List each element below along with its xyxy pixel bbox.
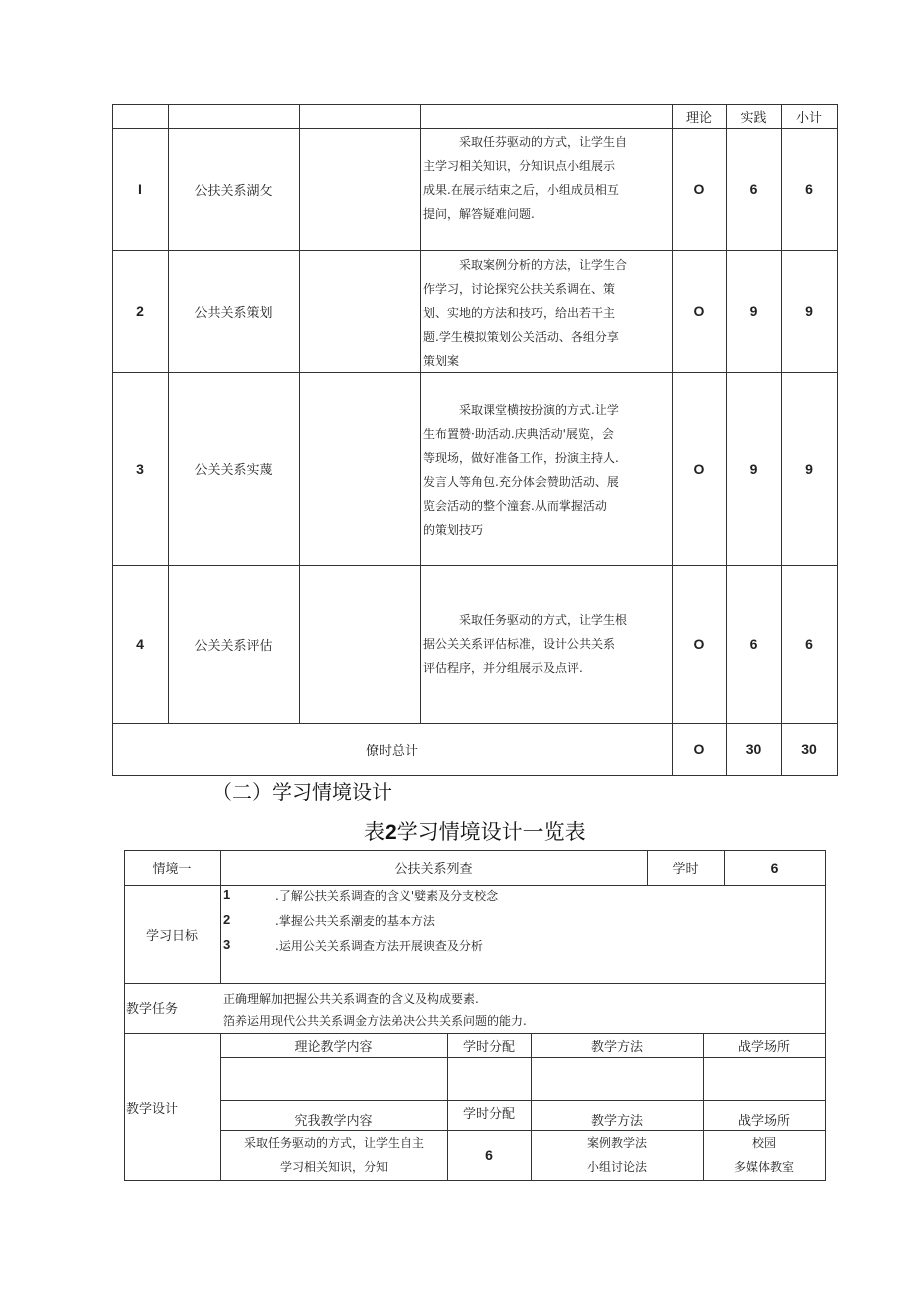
method-line: 生布置赞·助活动.庆典活动'展览，会 bbox=[423, 427, 614, 441]
method-line: 览会活动的整个潼套.从而掌握活动 bbox=[423, 499, 607, 513]
goal-text: .了解公扶关系调查的含义'嬖素及分支校念 bbox=[275, 889, 499, 903]
goal-number: 1 bbox=[223, 887, 231, 902]
practice-content bbox=[222, 1131, 446, 1179]
practice-place-header: 战学场所 bbox=[737, 1113, 790, 1129]
goal-number: 2 bbox=[223, 912, 231, 927]
method-line: 等现场，做好准备工作，扮演主持人. bbox=[423, 451, 619, 465]
row-number: 2 bbox=[136, 303, 144, 319]
table2-title bbox=[364, 816, 586, 846]
row-number: 3 bbox=[136, 460, 144, 477]
task-label: 教学任务 bbox=[126, 1002, 179, 1017]
row-method bbox=[423, 608, 672, 680]
total-label: 僚时总计 bbox=[365, 743, 418, 759]
method-line: 划、实地的方法和技巧，给出若干主 bbox=[423, 306, 616, 320]
row-name: 公关关系实蔑 bbox=[194, 463, 273, 478]
method-line: 的策划技巧 bbox=[423, 523, 484, 537]
title-prefix: 表 bbox=[364, 820, 385, 844]
practice-content-line: 采取任务驱动的方式，让学生自主 bbox=[243, 1136, 424, 1150]
task-content bbox=[223, 988, 527, 1032]
method-line: 策划案 bbox=[423, 354, 460, 368]
row-number: I bbox=[138, 181, 142, 197]
practice-hours: 6 bbox=[485, 1147, 493, 1163]
practice-methods bbox=[531, 1131, 703, 1179]
situation-label: 情境一 bbox=[152, 862, 192, 877]
method-line: 提问，解答疑难问题. bbox=[423, 207, 535, 221]
total-theory: O bbox=[693, 741, 705, 757]
total-subtotal: 30 bbox=[801, 741, 817, 757]
method-line: 成果.在展示结束之后，小组成员相互 bbox=[423, 183, 619, 197]
practice-content-header: 究我教学内容 bbox=[294, 1113, 373, 1129]
row-subtotal: 9 bbox=[805, 460, 813, 477]
goals-label: 学习日标 bbox=[145, 928, 198, 944]
practice-method-item: 小组讨论法 bbox=[586, 1160, 647, 1174]
hours-value: 6 bbox=[770, 859, 779, 876]
goal-item bbox=[223, 937, 483, 954]
hours-label: 学时 bbox=[672, 862, 699, 877]
goal-text: .运用公关关系调查方法开展谀查及分析 bbox=[275, 939, 483, 953]
title-text: 学习情境设计一览表 bbox=[396, 820, 586, 844]
method-line: 采取课堂横按扮演的方式.让学 bbox=[459, 403, 619, 417]
method-line: 采取案例分析的方法，让学生合 bbox=[459, 258, 628, 272]
row-method bbox=[423, 130, 672, 226]
row-subtotal: 6 bbox=[805, 636, 813, 652]
practice-method-header: 教学方法 bbox=[590, 1113, 643, 1129]
header-practice: 实践 bbox=[740, 110, 767, 126]
practice-method-item: 案例教学法 bbox=[586, 1136, 647, 1150]
goal-item bbox=[223, 887, 498, 904]
practice-places bbox=[703, 1131, 825, 1179]
practice-content-line: 学习相关知识，分知 bbox=[279, 1160, 388, 1174]
task-line: 箔养运用现代公共关系调金方法弟决公共关系问题的能力. bbox=[223, 1014, 527, 1028]
practice-place-item: 校园 bbox=[751, 1136, 776, 1150]
theory-hours-header: 学时分配 bbox=[462, 1039, 515, 1055]
theory-place-header: 战学场所 bbox=[737, 1039, 790, 1055]
row-number: 4 bbox=[136, 636, 144, 652]
theory-content-header: 理论教学内容 bbox=[294, 1039, 373, 1055]
method-line: 评估程序，并分组展示及点评. bbox=[423, 661, 583, 675]
header-subtotal: 小计 bbox=[795, 110, 822, 126]
task-line: 正确理解加把握公共关系调查的含义及构成要素. bbox=[223, 992, 479, 1006]
title-number: 2 bbox=[385, 821, 397, 844]
row-practice: 6 bbox=[749, 181, 758, 197]
total-practice: 30 bbox=[745, 741, 762, 757]
row-theory: O bbox=[693, 303, 705, 319]
method-line: 采取任务驱动的方式，让学生根 bbox=[459, 613, 628, 627]
row-theory: O bbox=[693, 181, 705, 197]
row-theory: O bbox=[693, 460, 705, 477]
goal-item bbox=[223, 912, 435, 929]
section-heading: （二）学习情境设计 bbox=[212, 780, 392, 804]
header-theory: 理论 bbox=[685, 110, 712, 126]
practice-place-item: 多媒体教室 bbox=[733, 1160, 794, 1174]
goal-number: 3 bbox=[223, 937, 231, 952]
row-subtotal: 9 bbox=[805, 303, 813, 319]
method-line: 发言人等角包.充分体会赞助活动、展 bbox=[423, 475, 619, 489]
situation-name: 公扶关系列查 bbox=[394, 862, 473, 877]
row-practice: 6 bbox=[749, 636, 758, 652]
method-line: 主学习相关知识，分知识点小组展示 bbox=[423, 159, 616, 173]
row-method bbox=[423, 398, 672, 542]
row-name: 公共关系策划 bbox=[194, 305, 273, 321]
row-subtotal: 6 bbox=[805, 181, 813, 197]
method-line: 题.学生模拟策划公关活动、各组分享 bbox=[423, 330, 619, 344]
method-line: 据公关关系评估标准，设计公共关系 bbox=[423, 637, 616, 651]
row-method bbox=[423, 253, 672, 373]
row-name: 公关关系评估 bbox=[194, 638, 273, 654]
row-name: 公扶关系湖攵 bbox=[194, 183, 273, 199]
method-line: 采取任芬驱动的方式，让学生自 bbox=[459, 135, 628, 149]
design-label: 教学设计 bbox=[126, 1102, 179, 1117]
theory-method-header: 教学方法 bbox=[590, 1039, 643, 1055]
row-practice: 9 bbox=[749, 303, 758, 319]
goal-text: .掌握公共关系潮麦的基本方法 bbox=[275, 914, 435, 928]
row-theory: O bbox=[693, 636, 705, 652]
method-line: 作学习，讨论探究公扶关系调在、策 bbox=[423, 282, 616, 296]
practice-hours-header: 学时分配 bbox=[462, 1106, 515, 1122]
row-practice: 9 bbox=[749, 460, 758, 477]
